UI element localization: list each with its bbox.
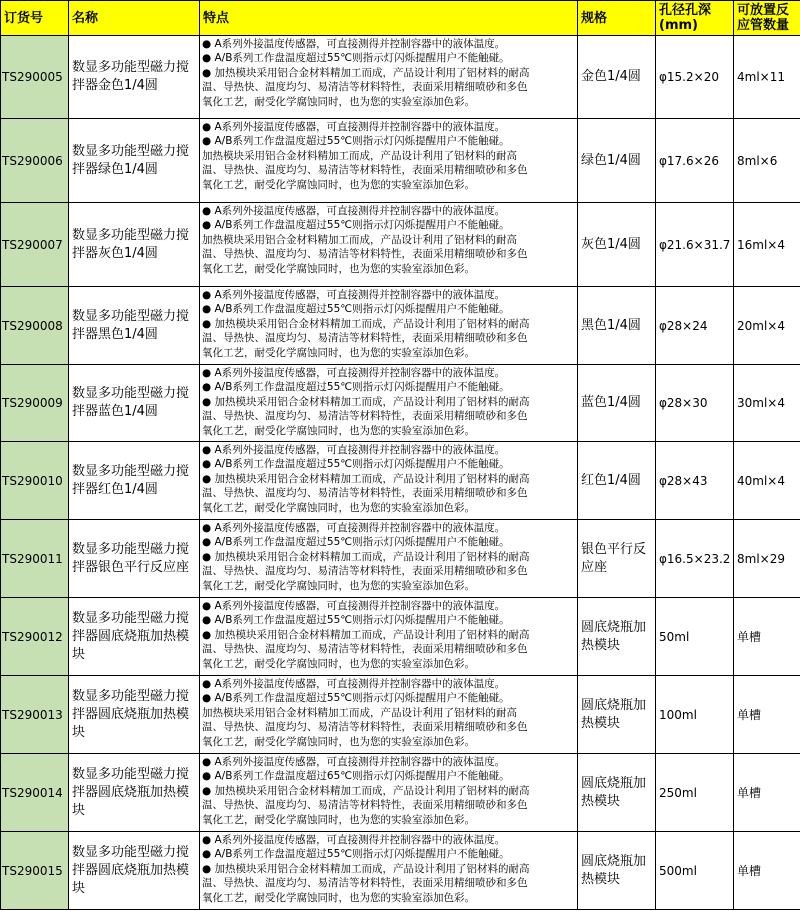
table-row [1, 365, 800, 442]
feature-line: ● 加热模块采用铝合金材料精加工而成，产品设计利用了铝材料的耐高 [202, 784, 530, 797]
feature-line: 氧化工艺，耐受化学腐蚀同时，也为您的实验室添加色彩。 [202, 501, 475, 514]
qty-cell: 8ml×29 [734, 520, 800, 598]
feature-line: ● A系列外接温度传感器，可直接测得并控制容器中的液体温度。 [202, 121, 506, 133]
name-cell: 数显多功能型磁力搅拌器金色1/4圆 [69, 36, 200, 119]
sku-cell: TS290008 [1, 287, 69, 365]
features-cell [200, 36, 578, 119]
header-sku: 订货号 [1, 1, 69, 36]
sku-cell: TS290005 [1, 36, 69, 119]
feature-line: 温、导热快、温度均匀、易清洁等材料特性，表面采用精细喷砂和多色 [202, 81, 528, 94]
feature-line: 氧化工艺，耐受化学腐蚀同时，也为您的实验室添加色彩。 [202, 813, 475, 826]
feature-line: ● 加热模块采用铝合金材料精加工而成，产品设计利用了铝材料的耐高 [202, 395, 530, 408]
qty-cell: 40ml×4 [734, 442, 800, 520]
feature-line: ● A/B系列工作盘温度超过55℃则指示灯闪烁提醒用户不能触碰。 [202, 303, 510, 316]
spec-cell: 灰色1/4圆 [578, 203, 656, 287]
features-cell [200, 598, 578, 676]
feature-line: ● A系列外接温度传感器，可直接测得并控制容器中的液体温度。 [202, 756, 506, 768]
feature-line: 温、导热快、温度均匀、易清洁等材料特性，表面采用精细喷砂和多色 [202, 164, 528, 177]
feature-line: ● A系列外接温度传感器，可直接测得并控制容器中的液体温度。 [202, 289, 506, 301]
sku-cell: TS290006 [1, 119, 69, 203]
feature-line: ● A系列外接温度传感器，可直接测得并控制容器中的液体温度。 [202, 522, 506, 534]
features-cell [200, 520, 578, 598]
table-row [1, 520, 800, 598]
name-cell: 数显多功能型磁力搅拌器红色1/4圆 [69, 442, 200, 520]
feature-line: ● A系列外接温度传感器，可直接测得并控制容器中的液体温度。 [202, 834, 506, 846]
feature-line: ● A/B系列工作盘温度超过65℃则指示灯闪烁提醒用户不能触碰。 [202, 770, 510, 783]
bore-cell: φ28×24 [656, 287, 734, 365]
features-cell [200, 287, 578, 365]
bore-cell: 100ml [656, 676, 734, 754]
feature-line: ● A/B系列工作盘温度超过55℃则指示灯闪烁提醒用户不能触碰。 [202, 135, 510, 148]
bore-cell: φ16.5×23.2 [656, 520, 734, 598]
feature-line: ● A/B系列工作盘温度超过55℃则指示灯闪烁提醒用户不能触碰。 [202, 381, 510, 394]
table-row [1, 287, 800, 365]
feature-line: ● A系列外接温度传感器，可直接测得并控制容器中的液体温度。 [202, 600, 506, 612]
table-row [1, 36, 800, 119]
header-qty-line1: 可放置反 [737, 3, 790, 18]
feature-line: 温、导热快、温度均匀、易清洁等材料特性，表面采用精细喷砂和多色 [202, 877, 528, 890]
name-cell: 数显多功能型磁力搅拌器蓝色1/4圆 [69, 365, 200, 442]
qty-cell: 4ml×11 [734, 36, 800, 119]
feature-line: ● 加热模块采用铝合金材料精加工而成，产品设计利用了铝材料的耐高 [202, 550, 530, 563]
feature-line: 加热模块采用铝合金材料精加工而成，产品设计利用了铝材料的耐高 [202, 149, 517, 162]
spec-cell: 圆底烧瓶加热模块 [578, 754, 656, 832]
spec-cell: 圆底烧瓶加热模块 [578, 832, 656, 910]
header-bore-line2: (mm) [659, 18, 698, 33]
sku-cell: TS290014 [1, 754, 69, 832]
spec-cell: 黑色1/4圆 [578, 287, 656, 365]
qty-cell: 单槽 [734, 832, 800, 910]
features-cell [200, 365, 578, 442]
feature-line: ● A/B系列工作盘温度超过55℃则指示灯闪烁提醒用户不能触碰。 [202, 692, 510, 705]
features-cell [200, 754, 578, 832]
feature-line: 氧化工艺，耐受化学腐蚀同时，也为您的实验室添加色彩。 [202, 579, 475, 592]
bore-cell: 50ml [656, 598, 734, 676]
qty-cell: 8ml×6 [734, 119, 800, 203]
name-cell: 数显多功能型磁力搅拌器绿色1/4圆 [69, 119, 200, 203]
qty-cell: 16ml×4 [734, 203, 800, 287]
spec-cell: 红色1/4圆 [578, 442, 656, 520]
qty-cell: 单槽 [734, 754, 800, 832]
name-cell: 数显多功能型磁力搅拌器黑色1/4圆 [69, 287, 200, 365]
table-row [1, 119, 800, 203]
feature-line: ● A/B系列工作盘温度超过55℃则指示灯闪烁提醒用户不能触碰。 [202, 614, 510, 627]
table-row [1, 598, 800, 676]
feature-line: ● 加热模块采用铝合金材料精加工而成，产品设计利用了铝材料的耐高 [202, 628, 530, 641]
name-cell: 数显多功能型磁力搅拌器银色平行反应座 [69, 520, 200, 598]
feature-line: 氧化工艺，耐受化学腐蚀同时，也为您的实验室添加色彩。 [202, 424, 475, 437]
feature-line: 氧化工艺，耐受化学腐蚀同时，也为您的实验室添加色彩。 [202, 178, 475, 191]
qty-cell: 单槽 [734, 598, 800, 676]
feature-line: ● A系列外接温度传感器，可直接测得并控制容器中的液体温度。 [202, 444, 506, 456]
feature-line: 氧化工艺，耐受化学腐蚀同时，也为您的实验室添加色彩。 [202, 346, 475, 359]
bore-cell: φ21.6×31.7 [656, 203, 734, 287]
features-cell [200, 832, 578, 910]
feature-line: ● A/B系列工作盘温度超过55℃则指示灯闪烁提醒用户不能触碰。 [202, 848, 510, 861]
header-bore-line1: 孔径孔深 [659, 3, 712, 18]
sku-cell: TS290011 [1, 520, 69, 598]
spec-cell: 银色平行反应座 [578, 520, 656, 598]
table-row [1, 203, 800, 287]
header-features: 特点 [200, 1, 578, 36]
feature-line: 温、导热快、温度均匀、易清洁等材料特性，表面采用精细喷砂和多色 [202, 332, 528, 345]
bore-cell: 500ml [656, 832, 734, 910]
header-spec: 规格 [578, 1, 656, 36]
table-row [1, 676, 800, 754]
feature-line: 氧化工艺，耐受化学腐蚀同时，也为您的实验室添加色彩。 [202, 262, 475, 275]
feature-line: 温、导热快、温度均匀、易清洁等材料特性，表面采用精细喷砂和多色 [202, 643, 528, 656]
feature-line: ● A/B系列工作盘温度超过55℃则指示灯闪烁提醒用户不能触碰。 [202, 458, 510, 471]
bore-cell: φ28×43 [656, 442, 734, 520]
sku-cell: TS290013 [1, 676, 69, 754]
table-body [1, 36, 800, 910]
feature-line: 氧化工艺，耐受化学腐蚀同时，也为您的实验室添加色彩。 [202, 891, 475, 904]
header-qty-line2: 应管数量 [737, 18, 790, 33]
qty-cell: 单槽 [734, 676, 800, 754]
feature-line: ● 加热模块采用铝合金材料精加工而成，产品设计利用了铝材料的耐高 [202, 472, 530, 485]
bore-cell: φ17.6×26 [656, 119, 734, 203]
feature-line: 氧化工艺，耐受化学腐蚀同时，也为您的实验室添加色彩。 [202, 95, 475, 108]
feature-line: 加热模块采用铝合金材料精加工而成，产品设计利用了铝材料的耐高 [202, 233, 517, 246]
bore-cell: 250ml [656, 754, 734, 832]
feature-line: 氧化工艺，耐受化学腐蚀同时，也为您的实验室添加色彩。 [202, 735, 475, 748]
bore-cell: φ15.2×20 [656, 36, 734, 119]
table-row [1, 832, 800, 910]
feature-line: ● A系列外接温度传感器，可直接测得并控制容器中的液体温度。 [202, 38, 506, 50]
features-cell [200, 442, 578, 520]
feature-line: ● A/B系列工作盘温度超过55℃则指示灯闪烁提醒用户不能触碰。 [202, 52, 510, 65]
feature-line: ● 加热模块采用铝合金材料精加工而成，产品设计利用了铝材料的耐高 [202, 66, 530, 79]
spec-cell: 蓝色1/4圆 [578, 365, 656, 442]
header-bore [656, 1, 734, 36]
features-cell [200, 119, 578, 203]
feature-line: 温、导热快、温度均匀、易清洁等材料特性，表面采用精细喷砂和多色 [202, 721, 528, 734]
table-row [1, 754, 800, 832]
sku-cell: TS290007 [1, 203, 69, 287]
table-row [1, 442, 800, 520]
sku-cell: TS290009 [1, 365, 69, 442]
features-cell [200, 676, 578, 754]
feature-line: ● A系列外接温度传感器，可直接测得并控制容器中的液体温度。 [202, 678, 506, 690]
header-name: 名称 [69, 1, 200, 36]
feature-line: ● 加热模块采用铝合金材料精加工而成，产品设计利用了铝材料的耐高 [202, 862, 530, 875]
header-qty [734, 1, 800, 36]
qty-cell: 20ml×4 [734, 287, 800, 365]
feature-line: 氧化工艺，耐受化学腐蚀同时，也为您的实验室添加色彩。 [202, 657, 475, 670]
spec-cell: 绿色1/4圆 [578, 119, 656, 203]
feature-line: ● A/B系列工作盘温度超过55℃则指示灯闪烁提醒用户不能触碰。 [202, 219, 510, 232]
feature-line: 加热模块采用铝合金材料精加工而成，产品设计利用了铝材料的耐高 [202, 706, 517, 719]
spec-cell: 圆底烧瓶加热模块 [578, 598, 656, 676]
name-cell: 数显多功能型磁力搅拌器圆底烧瓶加热模块 [69, 754, 200, 832]
features-cell [200, 203, 578, 287]
feature-line: ● A系列外接温度传感器，可直接测得并控制容器中的液体温度。 [202, 205, 506, 217]
feature-line: ● A系列外接温度传感器，可直接测得并控制容器中的液体温度。 [202, 367, 506, 379]
bore-cell: φ28×30 [656, 365, 734, 442]
qty-cell: 30ml×4 [734, 365, 800, 442]
name-cell: 数显多功能型磁力搅拌器圆底烧瓶加热模块 [69, 832, 200, 910]
feature-line: 温、导热快、温度均匀、易清洁等材料特性，表面采用精细喷砂和多色 [202, 248, 528, 261]
feature-line: ● 加热模块采用铝合金材料精加工而成，产品设计利用了铝材料的耐高 [202, 317, 530, 330]
sku-cell: TS290012 [1, 598, 69, 676]
feature-line: ● A/B系列工作盘温度超过55℃则指示灯闪烁提醒用户不能触碰。 [202, 536, 510, 549]
name-cell: 数显多功能型磁力搅拌器圆底烧瓶加热模块 [69, 676, 200, 754]
sku-cell: TS290010 [1, 442, 69, 520]
sku-cell: TS290015 [1, 832, 69, 910]
feature-line: 温、导热快、温度均匀、易清洁等材料特性，表面采用精细喷砂和多色 [202, 487, 528, 500]
name-cell: 数显多功能型磁力搅拌器圆底烧瓶加热模块 [69, 598, 200, 676]
name-cell: 数显多功能型磁力搅拌器灰色1/4圆 [69, 203, 200, 287]
feature-line: 温、导热快、温度均匀、易清洁等材料特性，表面采用精细喷砂和多色 [202, 799, 528, 812]
feature-line: 温、导热快、温度均匀、易清洁等材料特性，表面采用精细喷砂和多色 [202, 410, 528, 423]
feature-line: 温、导热快、温度均匀、易清洁等材料特性，表面采用精细喷砂和多色 [202, 565, 528, 578]
spec-cell: 圆底烧瓶加热模块 [578, 676, 656, 754]
header-row [1, 1, 800, 36]
spec-cell: 金色1/4圆 [578, 36, 656, 119]
